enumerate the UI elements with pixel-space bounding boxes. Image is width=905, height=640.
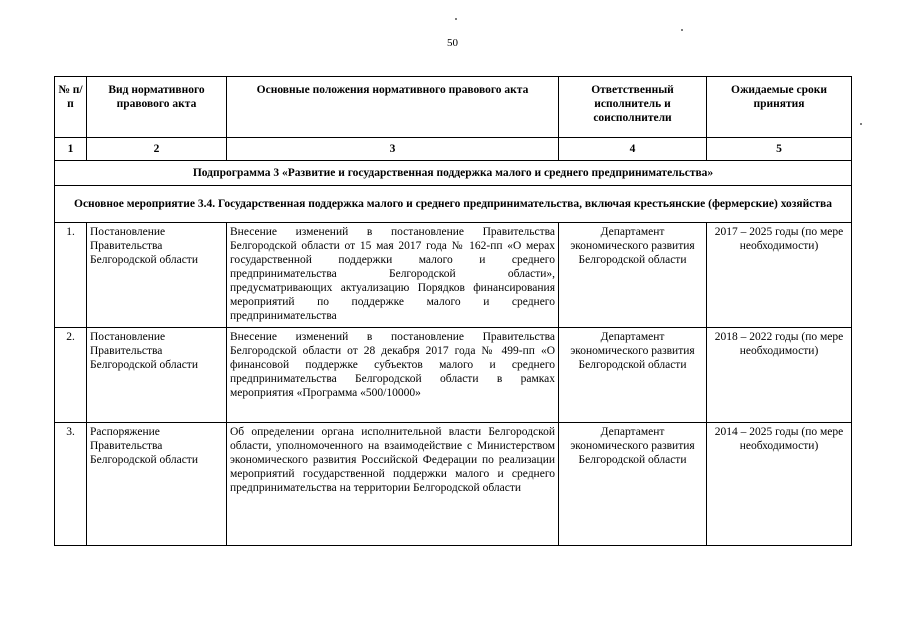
act-executor: Департамент экономического развития Белгородской области <box>559 328 707 423</box>
column-number: 5 <box>707 138 852 161</box>
page-number: 50 <box>447 37 458 49</box>
act-executor: Департамент экономического развития Белгородской области <box>559 223 707 328</box>
act-provisions: Об определении органа исполнительной власти Белгородской области, уполномоченного на взаимодействие с Министерством экономического развития Российской Федерации по реализации мероприятий государственной поддержки малого и среднего предпринимательства на территории Белгородской области <box>227 423 559 546</box>
column-number: 1 <box>55 138 87 161</box>
scan-speck <box>455 18 457 20</box>
act-executor: Департамент экономического развития Белгородской области <box>559 423 707 546</box>
header-expected-terms: Ожидаемые сроки принятия <box>707 77 852 138</box>
header-main-provisions: Основные положения нормативного правового акта <box>227 77 559 138</box>
column-number: 4 <box>559 138 707 161</box>
column-numbers-row <box>55 138 852 161</box>
column-number: 2 <box>87 138 227 161</box>
act-term: 2017 – 2025 годы (по мере необходимости) <box>707 223 852 328</box>
act-type: Постановление Правительства Белгородской области <box>87 223 227 328</box>
row-number: 3. <box>55 423 87 546</box>
table-row <box>55 223 852 328</box>
scan-speck <box>681 29 683 31</box>
act-term: 2014 – 2025 годы (по мере необходимости) <box>707 423 852 546</box>
column-number: 3 <box>227 138 559 161</box>
row-number: 2. <box>55 328 87 423</box>
main-measure-row <box>55 186 852 223</box>
act-provisions: Внесение изменений в постановление Правительства Белгородской области от 15 мая 2017 года № 162-пп «О мерах государственной поддержки малого и среднего предпринимательства Белгородской области», предусматривающих актуализацию Порядков финансирования мероприятий по поддержке малого и среднего предпринимательства <box>227 223 559 328</box>
act-term: 2018 – 2022 годы (по мере необходимости) <box>707 328 852 423</box>
main-measure-title: Основное мероприятие 3.4. Государственная поддержка малого и среднего предпринимательства, включая крестьянские (фермерские) хозяйства <box>55 186 852 223</box>
subprogram-row <box>55 161 852 186</box>
act-type: Постановление Правительства Белгородской области <box>87 328 227 423</box>
act-provisions: Внесение изменений в постановление Правительства Белгородской области от 28 декабря 2017 года № 499-пп «О финансовой поддержке субъектов малого и среднего предпринимательства Белгородской области в рамках мероприятия «Программа «500/10000» <box>227 328 559 423</box>
header-row <box>55 77 852 138</box>
regulatory-acts-table <box>54 76 852 546</box>
header-act-type: Вид нормативного правового акта <box>87 77 227 138</box>
row-number: 1. <box>55 223 87 328</box>
act-type: Распоряжение Правительства Белгородской области <box>87 423 227 546</box>
header-executor: Ответственный исполнитель и соисполнители <box>559 77 707 138</box>
subprogram-title: Подпрограмма 3 «Развитие и государственная поддержка малого и среднего предпринимательства» <box>55 161 852 186</box>
table-row <box>55 423 852 546</box>
scan-speck <box>860 123 862 125</box>
table-row <box>55 328 852 423</box>
header-number: № п/п <box>55 77 87 138</box>
